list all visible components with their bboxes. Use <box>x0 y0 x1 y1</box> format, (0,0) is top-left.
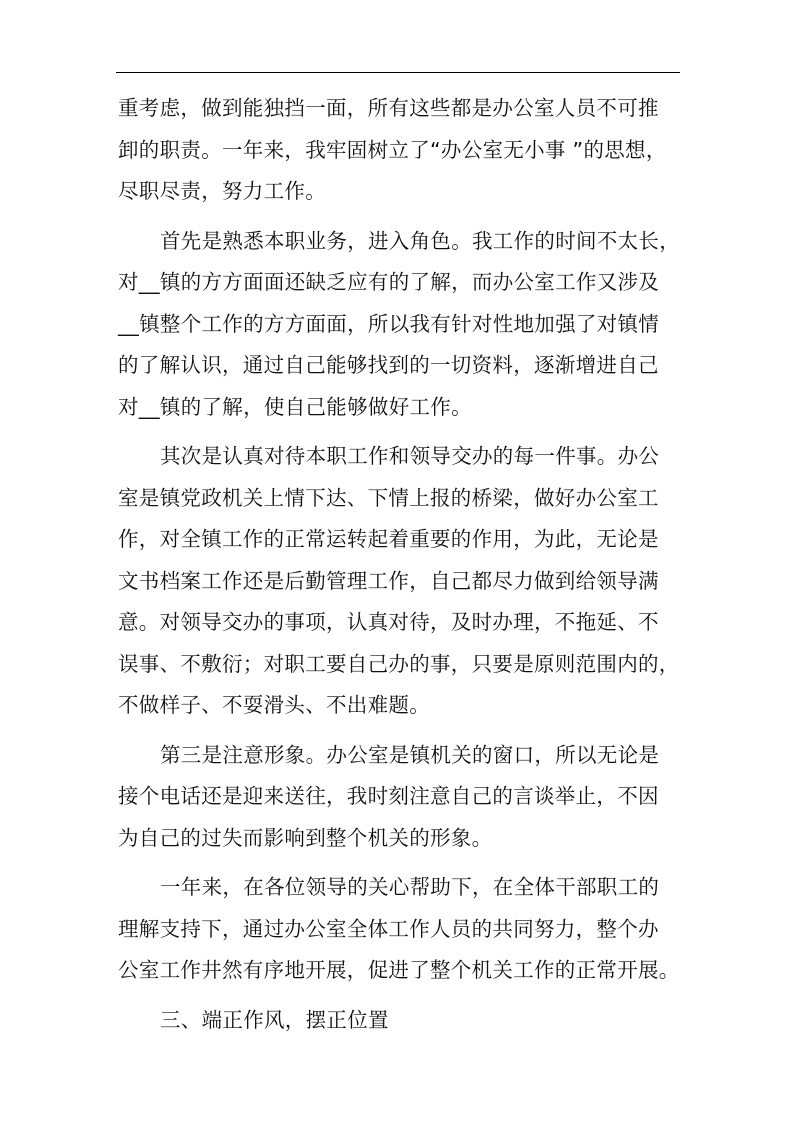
text-line: 对__镇的了解，使自己能够做好工作。 <box>118 394 472 419</box>
paragraph-start: 第三是注意形象。办公室是镇机关的窗口，所以无论是 <box>160 742 660 767</box>
text-line: 作，对全镇工作的正常运转起着重要的作用，为此，无论是 <box>118 527 659 551</box>
text-line: 的了解认识，通过自己能够找到的一切资料，逐渐增进自己 <box>118 353 659 377</box>
text-line: 卸的职责。一年来，我牢固树立了“办公室无小事 ”的思想， <box>118 137 667 162</box>
header-rule <box>116 72 680 73</box>
paragraph-start: 其次是认真对待本职工作和领导交办的每一件事。办公 <box>160 444 660 468</box>
paragraph-start: 一年来，在各位领导的关心帮助下，在全体干部职工的 <box>160 875 660 899</box>
document-body <box>118 88 684 1041</box>
text-line: 接个电话还是迎来送往，我时刻注意自己的言谈举止，不因 <box>118 784 659 808</box>
text-line: 意。对领导交办的事项，认真对待，及时办理，不拖延、不 <box>118 610 659 634</box>
paragraph-start: 首先是熟悉本职业务，进入角色。我工作的时间不太长， <box>160 228 680 253</box>
text-line: 误事、不敷衍；对职工要自己办的事，只要是原则范围内的， <box>118 651 680 676</box>
section-heading: 三、端正作风，摆正位置 <box>160 1007 389 1032</box>
text-line: 对__镇的方方面面还缺乏应有的了解，而办公室工作又涉及 <box>118 270 660 294</box>
text-line: 尽职尽责，努力工作。 <box>118 179 326 203</box>
text-line: 重考虑，做到能独挡一面，所有这些都是办公室人员不可推 <box>118 96 659 120</box>
text-line: 不做样子、不耍滑头、不出难题。 <box>118 693 430 717</box>
text-line: __镇整个工作的方方面面，所以我有针对性地加强了对镇情 <box>118 311 660 336</box>
text-line: 为自己的过失而影响到整个机关的形象。 <box>118 825 493 850</box>
text-line: 室是镇党政机关上情下达、下情上报的桥梁，做好办公室工 <box>118 485 659 510</box>
text-line: 公室工作井然有序地开展，促进了整个机关工作的正常开展。 <box>118 958 680 982</box>
text-line: 理解支持下，通过办公室全体工作人员的共同努力，整个办 <box>118 916 659 941</box>
text-line: 文书档案工作还是后勤管理工作，自己都尽力做到给领导满 <box>118 568 659 593</box>
